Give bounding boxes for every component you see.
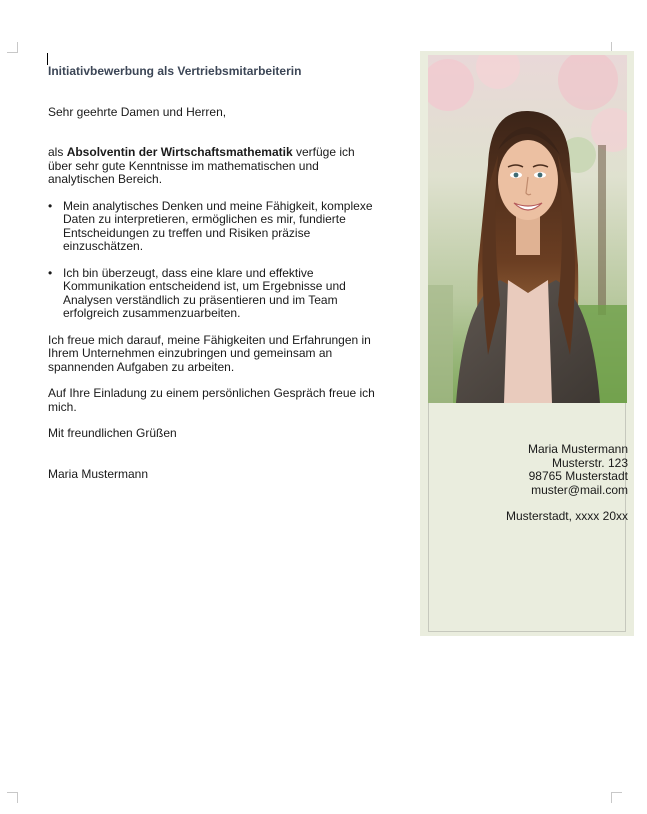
letter-paragraph-motivation[interactable]: Ich freue mich darauf, meine Fähigkeiten und Erfahrungen in Ihrem Unternehmen einzubringen und gemeinsam an spannenden Aufgaben zu arbeiten.: [48, 332, 371, 374]
sender-email[interactable]: muster@mail.com: [531, 482, 628, 497]
applicant-photo[interactable]: [428, 55, 627, 403]
intro-bold-degree: Absolventin der Wirtschaftsmathematik: [66, 145, 293, 159]
place-date[interactable]: Musterstadt, xxxx 20xx: [505, 509, 628, 523]
list-item[interactable]: • Ich bin überzeugt, dass eine klare und effektive Kommunikation entscheidend ist, um Ergebnisse und Analysen verständlich zu präsentieren und im Team erfolgreich zusammenzuarbeiten.: [63, 267, 380, 321]
list-item[interactable]: • Mein analytisches Denken und meine Fähigkeit, komplexe Daten zu interpretieren, ermöglichen es mir, fundierte Entscheidungen zu treffen und Risiken präzise einzuschätzen.: [63, 200, 380, 254]
letter-closing[interactable]: Mit freundlichen Grüßen: [48, 426, 177, 440]
sender-contact-block: [430, 443, 628, 524]
letter-intro[interactable]: [48, 146, 380, 187]
skills-list: [48, 200, 380, 321]
letter-signature[interactable]: Maria Mustermann: [48, 466, 149, 481]
letter-body[interactable]: [48, 65, 380, 481]
sender-name[interactable]: Maria Mustermann: [527, 442, 628, 456]
letter-salutation[interactable]: Sehr geehrte Damen und Herren,: [48, 104, 227, 119]
crop-mark-top-left: [7, 42, 18, 53]
intro-prefix: als: [48, 145, 67, 159]
letter-subject[interactable]: Initiativbewerbung als Vertriebsmitarbeiterin: [48, 64, 302, 78]
sender-city[interactable]: 98765 Musterstadt: [528, 469, 628, 483]
sender-street[interactable]: Musterstr. 123: [551, 455, 628, 470]
crop-mark-bottom-left: [7, 792, 18, 803]
letter-paragraph-invitation[interactable]: Auf Ihre Einladung zu einem persönlichen Gespräch freue ich mich.: [48, 386, 375, 414]
intro-suffix: verfüge ich über sehr gute Kenntnisse im mathematischen und analytischen Bereich.: [48, 145, 355, 186]
crop-mark-bottom-right: [611, 792, 622, 803]
